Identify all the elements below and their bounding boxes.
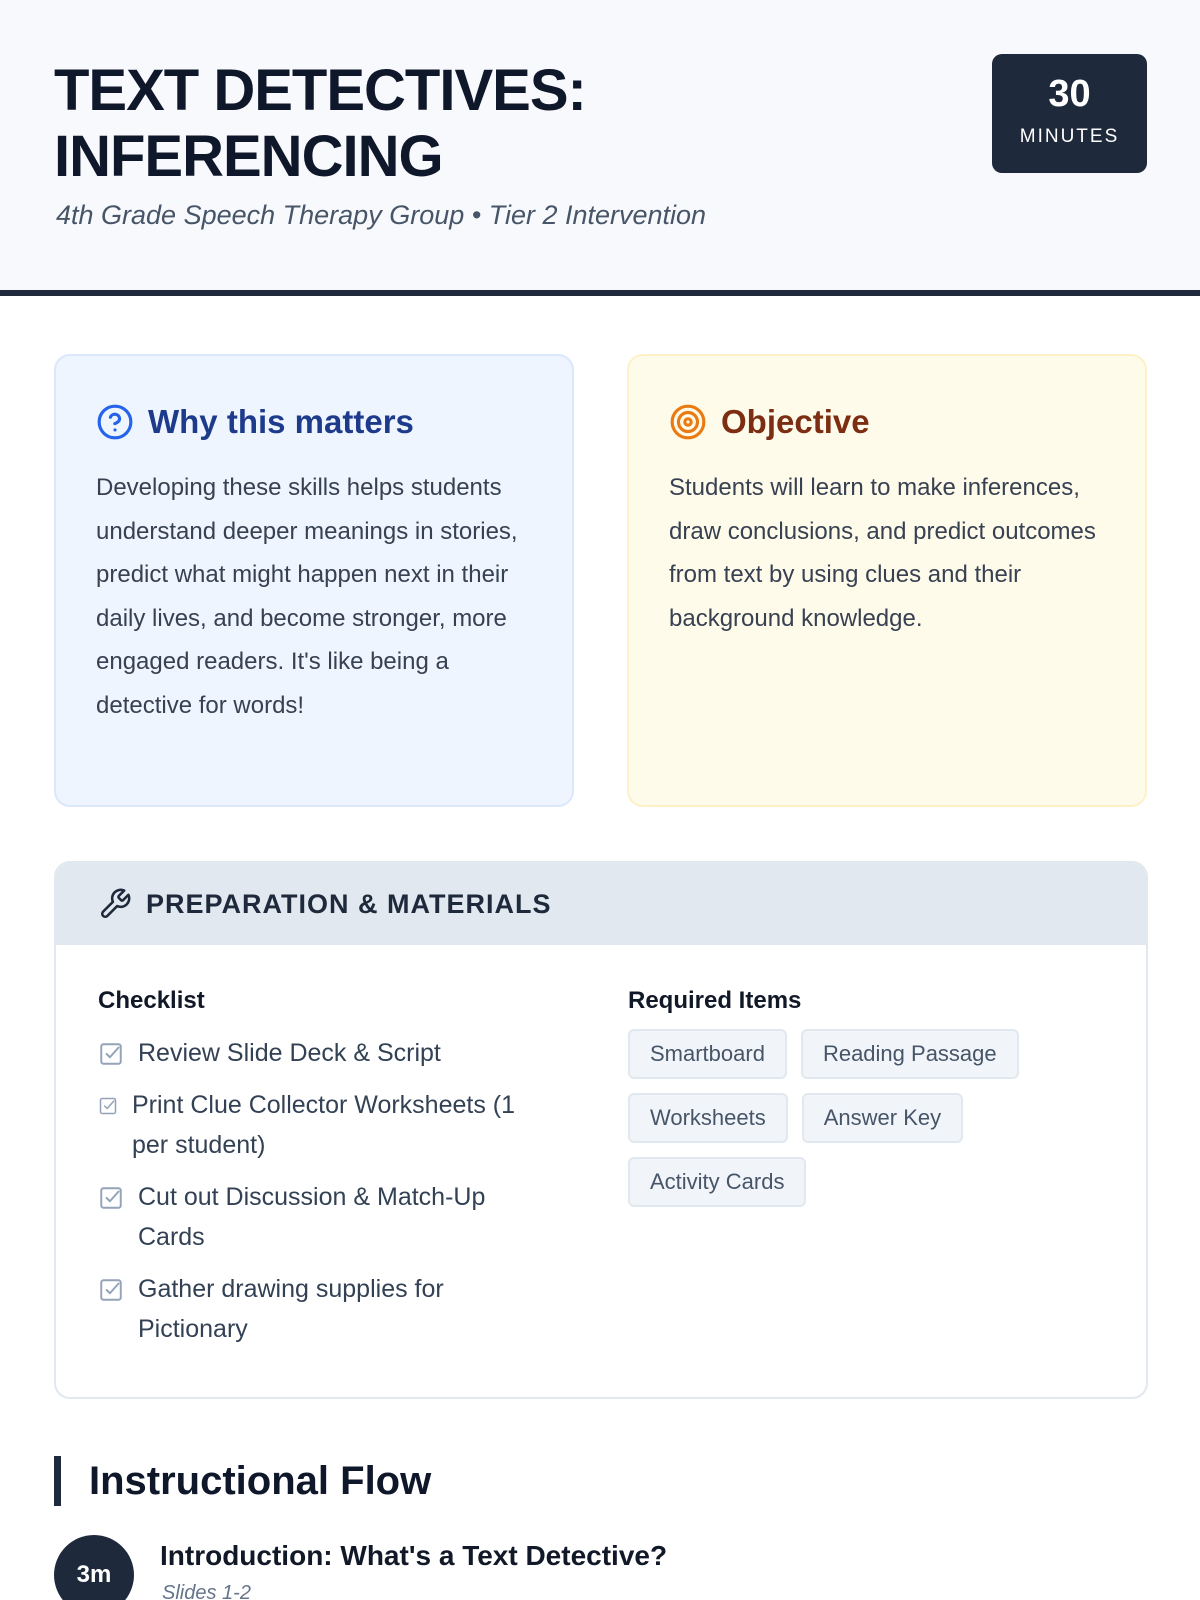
duration-badge — [992, 54, 1147, 173]
checklist-column — [98, 987, 558, 1361]
step-slides: Slides 1-2 — [162, 1582, 251, 1600]
required-item-chip: Answer Key — [802, 1093, 963, 1143]
checkbox-checked-icon[interactable] — [98, 1096, 118, 1116]
step-title: Introduction: What's a Text Detective? — [160, 1540, 668, 1571]
checkbox-checked-icon[interactable] — [98, 1185, 124, 1211]
checklist-item-label: Print Clue Collector Worksheets (1 per student) — [132, 1091, 516, 1159]
preparation-header — [56, 863, 1146, 945]
why-this-matters-card — [54, 354, 574, 807]
required-item-chip: Reading Passage — [801, 1029, 1019, 1079]
page-title — [54, 58, 814, 190]
objective-card — [627, 354, 1147, 807]
page-header — [0, 0, 1200, 296]
checklist-item[interactable] — [98, 1033, 558, 1073]
checklist-item[interactable] — [98, 1177, 558, 1257]
question-circle-icon — [96, 403, 134, 441]
preparation-panel — [54, 861, 1148, 1399]
checklist-item-label: Review Slide Deck & Script — [138, 1039, 441, 1067]
target-icon — [669, 403, 707, 441]
checklist-item-label: Gather drawing supplies for Pictionary — [138, 1275, 444, 1343]
required-items-list — [628, 1029, 1098, 1221]
why-card-heading: Why this matters — [148, 403, 414, 440]
checkbox-checked-icon[interactable] — [98, 1041, 124, 1067]
why-card-header — [96, 400, 532, 444]
preparation-heading: PREPARATION & MATERIALS — [146, 888, 552, 919]
required-item-chip: Activity Cards — [628, 1157, 806, 1207]
step-duration-badge: 3m — [54, 1535, 134, 1600]
required-item-chip: Smartboard — [628, 1029, 787, 1079]
checklist-item[interactable] — [98, 1269, 558, 1349]
title-line-2: INFERENCING — [54, 124, 443, 189]
required-items-column — [628, 987, 1108, 1221]
duration-value: 30 — [1048, 73, 1091, 115]
page-subtitle: 4th Grade Speech Therapy Group • Tier 2 Intervention — [56, 200, 707, 230]
duration-unit: MINUTES — [1019, 126, 1120, 147]
objective-card-body: Students will learn to make inferences, draw conclusions, and predict outcomes from text by using clues and their background knowledge. — [669, 474, 1096, 632]
wrench-icon — [98, 887, 132, 921]
why-card-body: Developing these skills helps students understand deeper meanings in stories, predict what might happen next in their daily lives, and become stronger, more engaged readers. It's like being a detective for words! — [96, 474, 518, 719]
required-item-chip: Worksheets — [628, 1093, 788, 1143]
checklist-item-label: Cut out Discussion & Match-Up Cards — [138, 1183, 486, 1251]
checklist-item[interactable] — [98, 1085, 558, 1165]
checklist-title: Checklist — [98, 987, 205, 1014]
checkbox-checked-icon[interactable] — [98, 1277, 124, 1303]
instructional-flow-heading: Instructional Flow — [54, 1456, 431, 1506]
title-line-1: TEXT DETECTIVES: — [54, 58, 586, 123]
required-items-title: Required Items — [628, 987, 802, 1014]
objective-card-heading: Objective — [721, 403, 870, 440]
objective-card-header — [669, 400, 1105, 444]
